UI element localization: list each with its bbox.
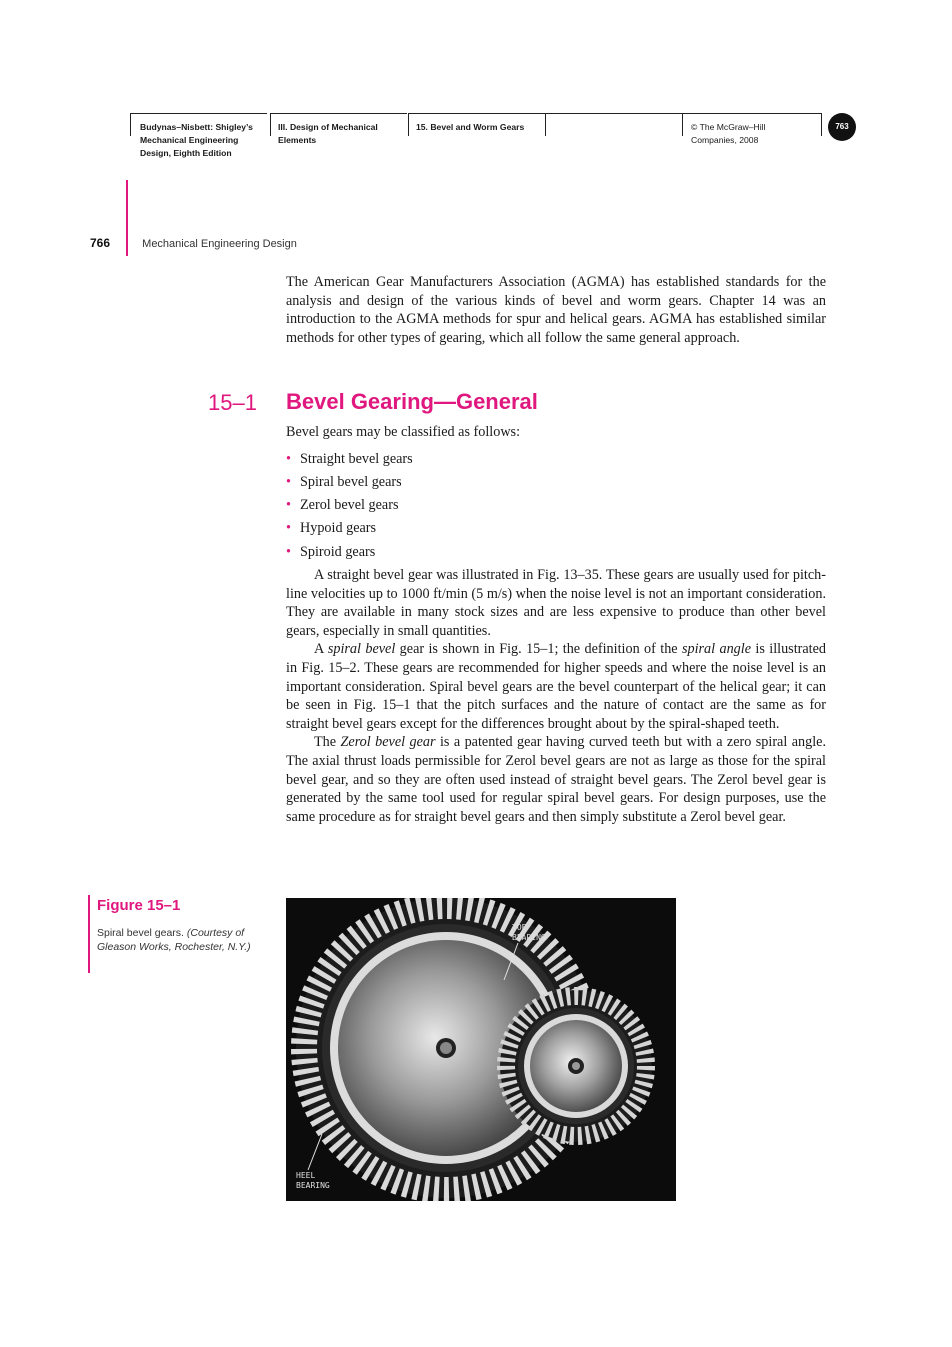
term-zerol-bevel: Zerol bevel gear <box>340 734 436 751</box>
list-item: • Hypoid gears <box>286 519 826 538</box>
running-head-title: Mechanical Engineering Design <box>142 238 297 250</box>
figure-caption: Spiral bevel gears. (Courtesy of Gleason Works, Rochester, N.Y.) <box>97 927 251 953</box>
term-spiral-angle: spiral angle <box>681 641 752 658</box>
paragraph-spiral-bevel: A spiral bevel gear is shown in Fig. 15–1; the definition of the spiral angle is illustrated in Fig. 15–2. These gears are recommended for higher speeds and where the noise level is an important consideration. Spiral bevel gears are the bevel counterpart of the helical gear; it can be seen in Fig. 15–1 that the pitch surfaces and the nature of contact are the same as for straight bevel gears except for the differences brought about by the spiral-shaped teeth. <box>286 641 826 732</box>
running-head <box>90 236 297 250</box>
list-item: • Spiral bevel gears <box>286 473 826 492</box>
heel-label-2: BEARING <box>296 1181 330 1190</box>
paragraph-zerol-bevel: The Zerol bevel gear is a patented gear having curved teeth but with a zero spiral angle. The axial thrust loads permissible for Zerol bevel gears are not as large as those for the spiral bevel gear, and so they are often used instead of straight bevel gears. The Zerol bevel gear is generated by the same tool used for regular spiral bevel gears. For design purposes, use the same procedure as for straight bevel gears and then simply substitute a Zerol bevel gear. <box>286 734 826 825</box>
toe-label-2: BEARING <box>512 933 546 942</box>
list-item: • Zerol bevel gears <box>286 496 826 515</box>
gear-type-list <box>286 450 826 562</box>
header-part-title: III. Design of Mechanical Elements <box>278 122 378 145</box>
section-number: 15–1 <box>208 390 257 415</box>
list-item: • Straight bevel gears <box>286 450 826 469</box>
header-copyright: © The McGraw–Hill Companies, 2008 <box>691 122 766 145</box>
page-badge: 763 <box>828 113 856 141</box>
header-rule <box>546 113 682 114</box>
header-chapter-title: 15. Bevel and Worm Gears <box>416 122 525 132</box>
gear-photo <box>286 898 676 1201</box>
list-item: • Spiroid gears <box>286 543 826 562</box>
intro-paragraph <box>286 273 826 347</box>
toe-label: TOE <box>512 923 527 932</box>
header-book-title: Budynas–Nisbett: Shigley’s Mechanical Engineering Design, Eighth Edition <box>140 122 253 158</box>
paragraph-straight-bevel: A straight bevel gear was illustrated in Fig. 13–35. These gears are usually used for pitch-line velocities up to 1000 ft/min (5 m/s) when the noise level is not an important consideration. They are available in many stock sizes and are less expensive to produce than other bevel gears, especially in small quantities. <box>286 567 826 639</box>
page-number: 766 <box>90 236 111 250</box>
section-title: Bevel Gearing—General <box>286 389 538 414</box>
figure-courtesy: (Courtesy of Gleason Works, Rochester, N.Y.) <box>97 927 251 953</box>
figure-rule <box>88 895 90 973</box>
spiral-bevel-gears-image <box>286 898 676 1201</box>
section-body <box>286 423 826 826</box>
heel-label: HEEL <box>296 1171 316 1180</box>
lead-in: Bevel gears may be classified as follows: <box>286 424 521 440</box>
figure-label: Figure 15–1 <box>97 897 181 914</box>
intro-text: The American Gear Manufacturers Association (AGMA) has established standards for the analysis and design of the various kinds of bevel and worm gears. Chapter 14 was an introduction to the AGMA methods for spur and helical gears. AGMA has established similar methods for other types of gearing, which all follow the same general approach. <box>286 274 826 346</box>
small-gear <box>500 990 652 1142</box>
term-spiral-bevel: spiral bevel <box>327 641 396 658</box>
